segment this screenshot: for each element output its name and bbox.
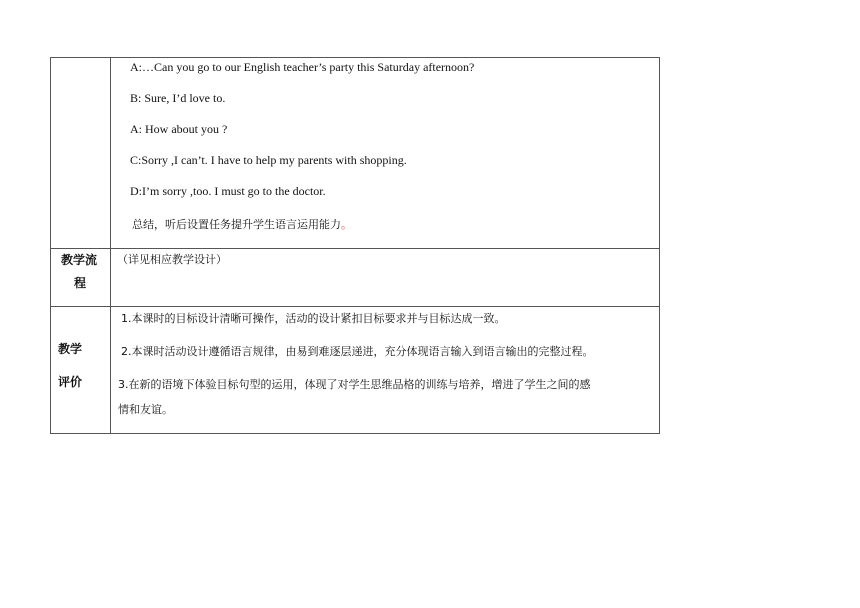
evaluation-item: 2.本课时活动设计遵循语言规律，由易到难逐层递进，充分体现语言输入到语言输出的完整过程。 xyxy=(121,345,594,358)
lesson-table xyxy=(50,57,660,434)
evaluation-item: 情和友谊。 xyxy=(118,403,173,416)
process-text: （详见相应教学设计） xyxy=(117,253,227,266)
evaluation-row xyxy=(50,307,660,434)
evaluation-label-line-2: 评价 xyxy=(58,375,83,389)
dialogue-row xyxy=(50,57,660,249)
dialogue-line: C:Sorry ,I can’t. I have to help my parents with shopping. xyxy=(130,153,407,167)
process-label-line-2: 程 xyxy=(74,276,87,290)
process-content-cell xyxy=(111,249,659,306)
evaluation-content-cell xyxy=(111,307,659,433)
dialogue-label-cell xyxy=(51,58,111,248)
dialogue-line: A:…Can you go to our English teacher’s party this Saturday afternoon? xyxy=(130,60,475,74)
summary-text: 总结，听后设置任务提升学生语言运用能力 xyxy=(132,218,341,231)
process-label-cell xyxy=(51,249,111,306)
evaluation-item: 1.本课时的目标设计清晰可操作，活动的设计紧扣目标要求并与目标达成一致。 xyxy=(121,312,506,325)
process-row xyxy=(50,249,660,307)
dialogue-content-cell xyxy=(111,58,659,248)
dialogue-line: B: Sure, I’d love to. xyxy=(130,91,226,105)
dialogue-line: D:I’m sorry ,too. I must go to the doctor. xyxy=(130,184,326,198)
summary-line xyxy=(132,216,352,232)
summary-mark: 。 xyxy=(341,218,352,231)
process-label-line-1: 教学流 xyxy=(61,253,98,267)
evaluation-label-cell xyxy=(51,307,111,433)
evaluation-label-line-1: 教学 xyxy=(58,342,83,356)
evaluation-item: 3.在新的语境下体验目标句型的运用，体现了对学生思维品格的训练与培养，增进了学生之间的感 xyxy=(118,378,591,391)
dialogue-line: A: How about you ? xyxy=(130,122,228,136)
